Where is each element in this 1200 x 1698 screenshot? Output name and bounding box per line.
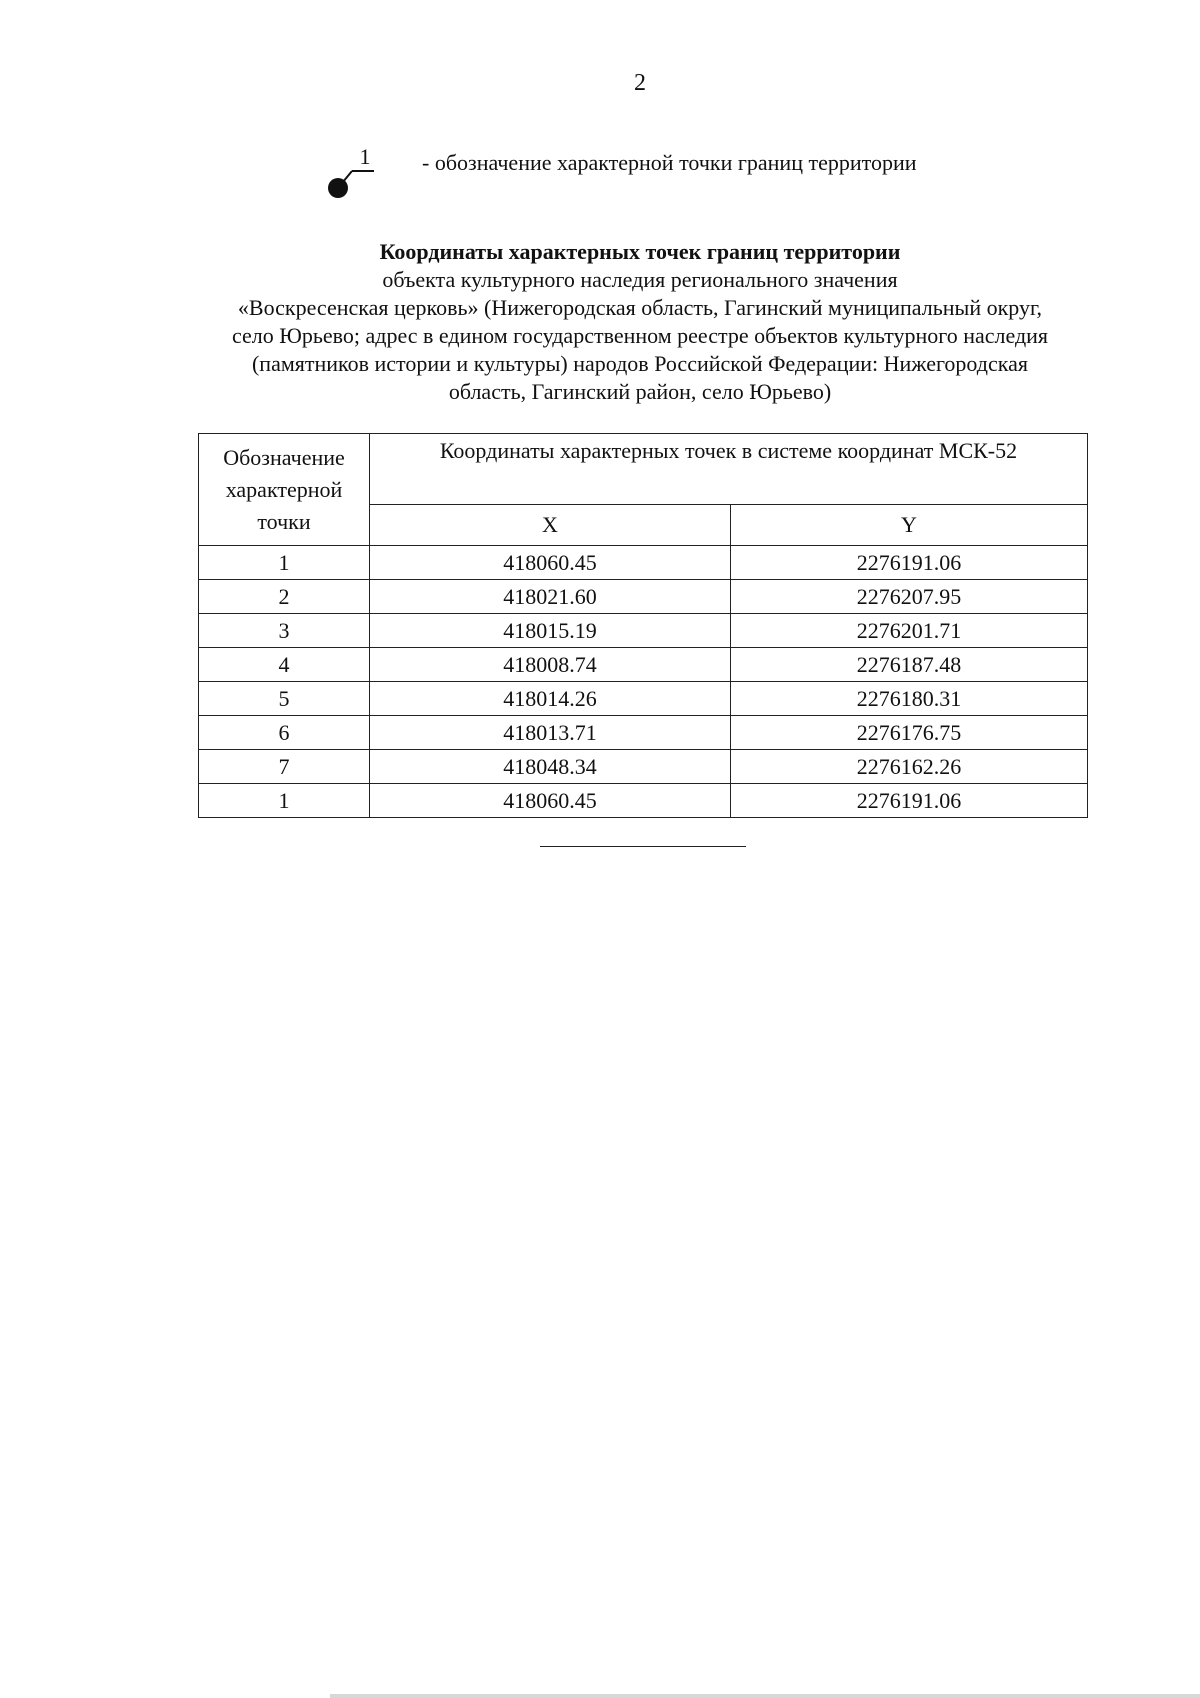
point-cell: 7 (199, 750, 370, 784)
coordinates-table (198, 433, 1088, 818)
scan-bottom-edge (330, 1694, 1200, 1698)
end-separator-line (540, 846, 746, 847)
page-number: 2 (634, 70, 646, 96)
y-cell: 2276191.06 (731, 784, 1088, 818)
y-cell: 2276187.48 (731, 648, 1088, 682)
header-point-designation: Обозначение характерной точки (199, 434, 370, 546)
x-cell: 418013.71 (370, 716, 731, 750)
table-row (199, 580, 1088, 614)
heading-line: «Воскресенская церковь» (Нижегородская область, Гагинский муниципальный округ, (237, 295, 1043, 320)
y-cell: 2276180.31 (731, 682, 1088, 716)
legend-text: - обозначение характерной точки границ территории (422, 150, 917, 175)
header-y: Y (731, 505, 1088, 546)
table-row (199, 648, 1088, 682)
legend (322, 138, 1042, 208)
point-cell: 4 (199, 648, 370, 682)
y-cell: 2276162.26 (731, 750, 1088, 784)
x-cell: 418021.60 (370, 580, 731, 614)
y-cell: 2276176.75 (731, 716, 1088, 750)
boundary-point-symbol-icon (322, 138, 382, 208)
legend-symbol-label: 1 (359, 144, 371, 169)
y-cell: 2276207.95 (731, 580, 1088, 614)
heading-line: (памятников истории и культуры) народов Российской Федерации: Нижегородская (251, 351, 1028, 376)
x-cell: 418060.45 (370, 784, 731, 818)
header-coordinates: Координаты характерных точек в системе координат МСК-52 (370, 434, 1088, 505)
table-row (199, 750, 1088, 784)
heading-line: объекта культурного наследия регионального значения (382, 267, 898, 292)
point-cell: 3 (199, 614, 370, 648)
table-row (199, 614, 1088, 648)
table-row (199, 682, 1088, 716)
heading-line: область, Гагинский район, село Юрьево) (448, 379, 832, 404)
heading-title: Координаты характерных точек границ территории (379, 239, 901, 264)
table-row (199, 546, 1088, 580)
point-cell: 1 (199, 546, 370, 580)
x-cell: 418015.19 (370, 614, 731, 648)
point-cell: 1 (199, 784, 370, 818)
point-cell: 6 (199, 716, 370, 750)
x-cell: 418008.74 (370, 648, 731, 682)
table-row (199, 784, 1088, 818)
table-heading (140, 238, 1140, 406)
table-row (199, 716, 1088, 750)
point-cell: 2 (199, 580, 370, 614)
heading-line: село Юрьево; адрес в едином государственном реестре объектов культурного наследия (231, 323, 1049, 348)
y-cell: 2276191.06 (731, 546, 1088, 580)
y-cell: 2276201.71 (731, 614, 1088, 648)
x-cell: 418048.34 (370, 750, 731, 784)
point-cell: 5 (199, 682, 370, 716)
x-cell: 418014.26 (370, 682, 731, 716)
header-x: X (370, 505, 731, 546)
x-cell: 418060.45 (370, 546, 731, 580)
